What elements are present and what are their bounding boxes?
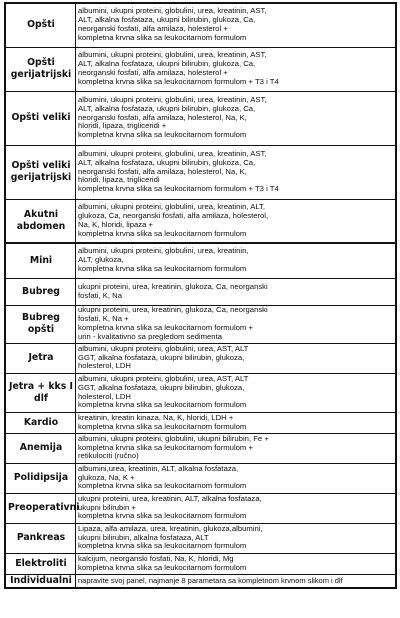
panel-name: Opšti veliki gerijatrijski bbox=[5, 145, 76, 199]
panel-tests: ukupni proteini, urea, kreatinin, glukoza, Ca, neorganski fosfati, K, Na + kompletna krvna slika sa leukocitarnom formulom + urin - kvalitativno sa pregledom sedimenta bbox=[76, 305, 397, 343]
panel-tests: albumini, ukupni proteini, globulini, urea, AST, ALT GGT, alkalna fosfataza, ukupni bilirubin, glukoza, holesterol, LDH bbox=[76, 343, 397, 373]
panel-row bbox=[5, 305, 396, 343]
panel-tests: Lipaza, alfa amilaza, urea, kreatinin, glukoza,albumini, ukupni bilirubin, alkalna fosfataza, ALT kompletna krvna slika sa leukocitarnom formulom bbox=[76, 523, 397, 553]
panel-name: Mini bbox=[5, 243, 76, 278]
panel-name: Pankreas bbox=[5, 523, 76, 553]
panel-row bbox=[5, 91, 396, 145]
panel-name: Elektroliti bbox=[5, 553, 76, 574]
panel-tests: ukupni proteini, urea, kreatinin, glukoza, Ca, neorganski fosfati, K, Na bbox=[76, 278, 397, 305]
panel-tests: ukupni proteini, urea, kreatinin, ALT, alkalna fosfataza, ukupni bilirubin + kompletna krvna slika sa leukocitarnom formulom bbox=[76, 493, 397, 523]
panel-row bbox=[5, 47, 396, 91]
panel-tests: albumini, ukupni proteini, globulini, urea, kreatinin, AST, ALT, alkalna fosfataza, ukupni bilirubin, glukoza, Ca, neorganski fosfati, alfa amilaza, holesterol + kompletna krvna slika sa leukocitarnom formulom bbox=[76, 3, 397, 47]
panel-name: Opšti gerijatrijski bbox=[5, 47, 76, 91]
panel-name: Individualni bbox=[5, 574, 76, 588]
panel-row bbox=[5, 278, 396, 305]
panel-row bbox=[5, 433, 396, 463]
panel-row bbox=[5, 493, 396, 523]
panel-tests: albumini, ukupni proteini, globulini, urea, AST, ALT GGT, alkalna fosfataza, ukupni bilirubin, glukoza, holesterol, LDH kompletna krvna slika sa leukocitarnom formulom bbox=[76, 373, 397, 412]
panel-row bbox=[5, 463, 396, 493]
panel-tests: albumini, ukupni proteini, globulini, ukupni bilirubin, Fe + kompletna krvna slika sa leukocitarnom formulom + retikulociti (ručno) bbox=[76, 433, 397, 463]
panel-price-sheet bbox=[4, 2, 397, 589]
panel-tests: kreatinin, kreatin kinaza, Na, K, hloridi, LDH + kompletna krvna slika sa leukocitarnom formulom bbox=[76, 412, 397, 433]
panel-name: Bubreg bbox=[5, 278, 76, 305]
panel-row bbox=[5, 553, 396, 574]
panel-tests: albumini, ukupni proteini, globulini, urea, kreatinin, AST, ALT, alkalna fosfataza, ukupni bilirubin, glukoza, Ca, neorganski fosfati, alfa amilaza, holesterol, Na, K, hloridi, lipaza, trigliceridi kompletna krvna slika sa leukocitarnom formulom + T3 i T4 bbox=[76, 145, 397, 199]
panel-tests: albumini, ukupni proteini, globulini, urea, kreatinin, ALT, glukoza, Ca, neorganski fosfati, alfa amilaza, holesterol, Na, K, hloridi, lipaza + kompletna krvna slika sa leukocitarnom formulom bbox=[76, 199, 397, 243]
panel-tests: kalcijum, neorganski fosfati, Na, K, hloridi, Mg kompletna krvna slika sa leukocitarnom formulom bbox=[76, 553, 397, 574]
panel-name: Anemija bbox=[5, 433, 76, 463]
panel-tests: napravite svoj panel, najmanje 8 parametara sa kompletnom krvnom slikom i dlf bbox=[76, 574, 397, 588]
panel-name: Preoperativni bbox=[5, 493, 76, 523]
panel-name: Kardio bbox=[5, 412, 76, 433]
panel-tests: albumini, ukupni proteini, globulini, urea, kreatinin, ALT, glukoza, kompletna krvna slika sa leukocitarnom formulom bbox=[76, 243, 397, 278]
panel-name: Bubreg opšti bbox=[5, 305, 76, 343]
panel-row bbox=[5, 3, 396, 47]
panel-name: Opšti bbox=[5, 3, 76, 47]
panel-tests: albumini, ukupni proteini, globulini, urea, kreatinin, AST, ALT, alkalna fosfataza, ukupni bilirubin, glukoza, Ca, neorganski fosfati, alfa amilaza, holesterol + kompletna krvna slika sa leukocitarnom formulom + T3 i T4 bbox=[76, 47, 397, 91]
panel-row bbox=[5, 412, 396, 433]
panel-tests: albumini, ukupni proteini, globulini, urea, kreatinin, AST, ALT, alkalna fosfataza, ukupni bilirubin, glukoza, Ca, neorganski fosfati, alfa amilaza, holesterol, Na, K, hloridi, lipaza, trigliceridi + kompletna krvna slika sa leukocitarnom formulom bbox=[76, 91, 397, 145]
panel-row bbox=[5, 343, 396, 373]
panel-name: Jetra bbox=[5, 343, 76, 373]
panel-row bbox=[5, 199, 396, 243]
panel-name: Polidipsija bbox=[5, 463, 76, 493]
panel-tests: albumini,urea, kreatinin, ALT, alkalna fosfataza, glukoza, Na, K + kompletna krvna slika sa leukocitarnom formulom bbox=[76, 463, 397, 493]
panel-name: Opšti veliki bbox=[5, 91, 76, 145]
panel-row bbox=[5, 145, 396, 199]
panel-row bbox=[5, 373, 396, 412]
panel-name: Akutni abdomen bbox=[5, 199, 76, 243]
panel-row bbox=[5, 523, 396, 553]
panel-row bbox=[5, 243, 396, 278]
panel-row bbox=[5, 574, 396, 588]
panel-name: Jetra + kks I dlf bbox=[5, 373, 76, 412]
panels-table bbox=[4, 2, 397, 589]
